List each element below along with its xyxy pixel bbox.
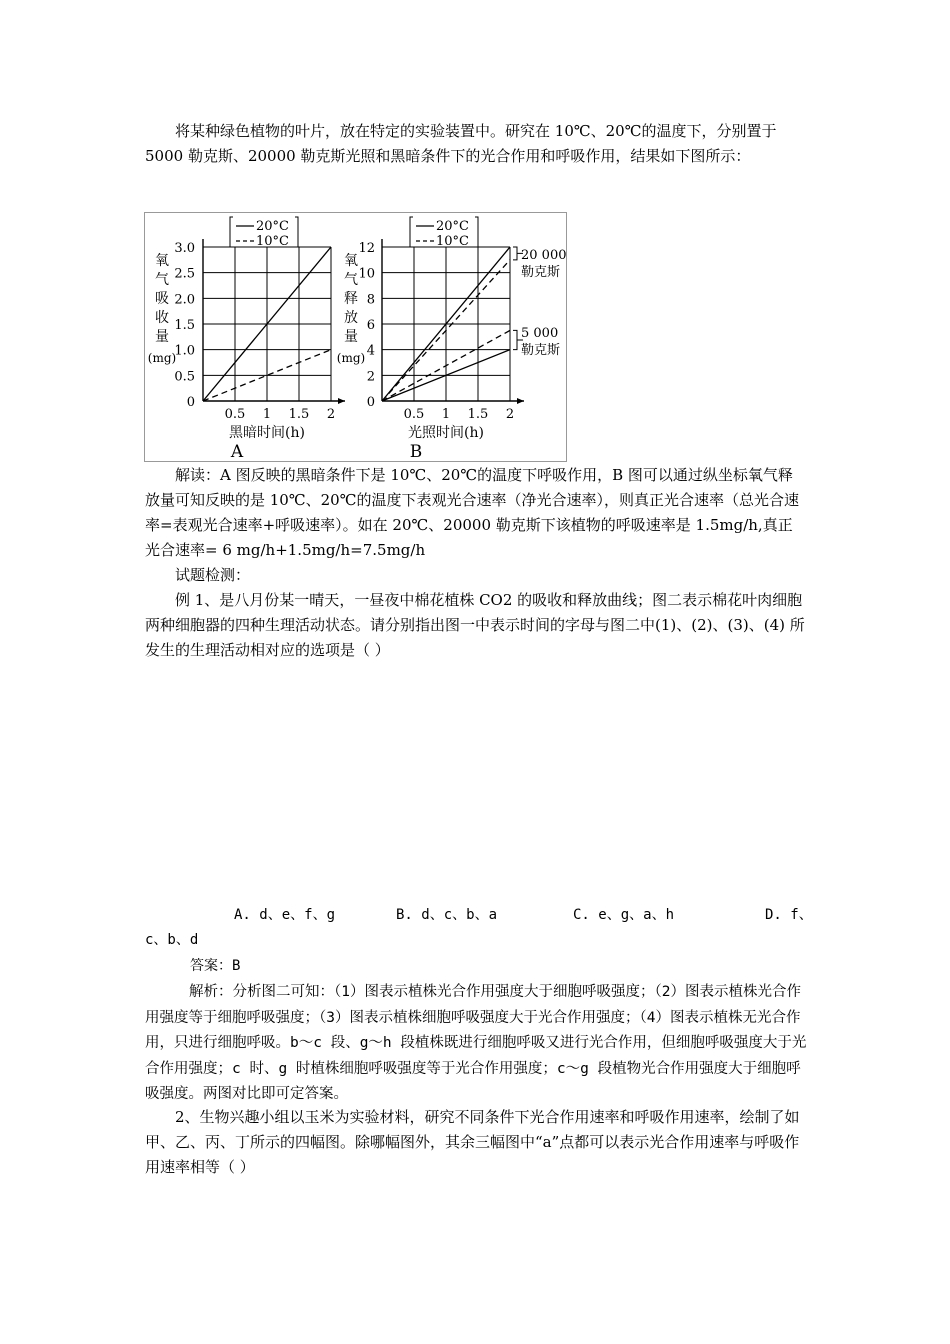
panel-a-y-axis-label-char: 量 [155, 329, 169, 345]
panel-a-legend-bracket-left [230, 217, 233, 247]
panel-b-y-tick-label: 6 [366, 318, 375, 333]
option-c: C. e、g、a、h [573, 907, 675, 923]
panel-b-x-tick-label: 2 [505, 407, 515, 422]
panel-b-y-axis-label-char: 释 [344, 291, 358, 307]
panel-b-y-tick-label: 8 [366, 292, 375, 308]
panel-b-annotation-text: 勒克斯 [521, 343, 561, 358]
panel-b-x-axis-label: 光照时间(h) [408, 425, 484, 441]
panel-a-x-axis-arrow [338, 398, 345, 404]
panel-b-legend-bracket-left [410, 217, 413, 247]
panel-b-y-axis-label-unit: (mg) [336, 351, 366, 365]
interpretation-paragraph: 解读：A 图反映的黑暗条件下是 10℃、20℃的温度下呼吸作用，B 图可以通过纵坐标氧气释放量可知反映的是 10℃、20℃的温度下表观光合速率（净光合速率），则真正光合速率（总光合速率=表观光合速率+呼吸速率）。如在 20℃、20000 勒克斯下该植物的呼吸速率是 1.5mg/h,真正光合速率= 6 mg/h+1.5mg/h=7.5mg/h [145, 466, 800, 559]
panel-b-label: B [409, 442, 423, 461]
panel-b-legend-bracket-right [475, 217, 478, 247]
panel-a-y-axis-label-char: 收 [155, 310, 169, 326]
question-1: 例 1、是八月份某一晴天，一昼夜中棉花植株 CO2 的吸收和释放曲线；图二表示棉花叶肉细胞两种细胞器的四种生理活动状态。请分别指出图一中表示时间的字母与图二中(1)、(2)、(3)、(4) 所发生的生理活动相对应的选项是（ ） [145, 591, 805, 659]
option-d-continued: c、b、d [145, 932, 199, 948]
panel-b-legend-label: 20°C [436, 219, 469, 234]
panel-a-x-tick-label: 1.5 [288, 407, 310, 422]
panel-b-x-axis-arrow [517, 398, 524, 404]
panel-b-y-tick-label: 4 [366, 343, 375, 359]
option-a: A. d、e、f、g [234, 907, 336, 923]
panel-b-legend-label: 10°C [436, 234, 469, 249]
panel-b-y-axis-label-char: 气 [344, 272, 358, 288]
panel-b-x-tick-label: 0.5 [403, 407, 425, 422]
panel-a-y-tick-label: 1.0 [174, 343, 195, 359]
figure-photosynthesis-respiration [144, 212, 567, 462]
panel-a-legend-bracket-right [295, 217, 298, 247]
panel-b-x-tick-label: 1 [441, 407, 451, 422]
panel-b-y-tick-label: 12 [358, 241, 375, 256]
figure-svg [145, 213, 566, 461]
panel-b-annotation-text: 5 000 [521, 326, 559, 341]
intro-paragraph: 将某种绿色植物的叶片，放在特定的实验装置中。研究在 10℃、20℃的温度下，分别置于 5000 勒克斯、20000 勒克斯光照和黑暗条件下的光合作用和呼吸作用，结果如下图所示： [145, 122, 777, 165]
panel-a-y-axis-label-unit: (mg) [147, 351, 177, 365]
panel-a-label: A [230, 442, 244, 461]
answer: 答案：B [190, 958, 241, 974]
panel-b-y-axis-label-char: 氧 [344, 253, 358, 269]
panel-b-y-tick-label: 2 [366, 369, 375, 385]
panel-a-y-tick-label: 2.0 [174, 292, 195, 308]
panel-a-y-tick-label: 3.0 [174, 241, 195, 256]
panel-b-x-tick-label: 1.5 [467, 407, 489, 422]
panel-b-y-axis-label-char: 量 [344, 329, 358, 345]
panel-a-y-axis-label-char: 吸 [155, 291, 169, 307]
panel-a-x-tick-label: 0.5 [224, 407, 246, 422]
panel-a-y-tick-label: 0.5 [174, 369, 195, 385]
panel-b-annotation-text: 勒克斯 [521, 265, 561, 280]
panel-b-y-tick-label: 0 [366, 395, 375, 410]
panel-a-y-tick-label: 1.5 [174, 318, 195, 333]
panel-a-y-tick-label: 2.5 [174, 266, 195, 282]
panel-a-x-tick-label: 1 [262, 407, 272, 422]
option-b: B. d、c、b、a [396, 907, 498, 923]
section-title: 试题检测： [175, 566, 251, 584]
panel-b-annotation-text: 20 000 [521, 248, 566, 263]
panel-a-legend-label: 10°C [256, 234, 289, 249]
panel-a-x-tick-label: 2 [326, 407, 336, 422]
panel-a-y-axis-label-char: 气 [155, 272, 169, 288]
panel-a-y-tick-label: 0 [186, 395, 195, 410]
panel-b-y-axis-label-char: 放 [344, 310, 358, 326]
panel-a-legend-label: 20°C [256, 219, 289, 234]
question-2: 2、生物兴趣小组以玉米为实验材料，研究不同条件下光合作用速率和呼吸作用速率，绘制了如甲、乙、丙、丁所示的四幅图。除哪幅图外，其余三幅图中“a”点都可以表示光合作用速率与呼吸作用速率相等（ ） [145, 1108, 800, 1176]
panel-a-x-axis-label: 黑暗时间(h) [229, 425, 305, 441]
panel-b-y-tick-label: 10 [358, 266, 375, 282]
option-d: D. f、 [765, 907, 813, 923]
analysis-paragraph: 解析：分析图二可知：（1）图表示植株光合作用强度大于细胞呼吸强度；（2）图表示植株光合作用强度等于细胞呼吸强度；（3）图表示植株细胞呼吸强度大于光合作用强度；（4）图表示植株无光合作用，只进行细胞呼吸。b～c 段、g～h 段植株既进行细胞呼吸又进行光合作用，但细胞呼吸强度大于光合作用强度；c 时、g 时植株细胞呼吸强度等于光合作用强度；c～g 段植物光合作用强度大于细胞呼吸强度。两图对比即可定答案。 [145, 984, 807, 1102]
panel-a-y-axis-label-char: 氧 [155, 253, 169, 269]
